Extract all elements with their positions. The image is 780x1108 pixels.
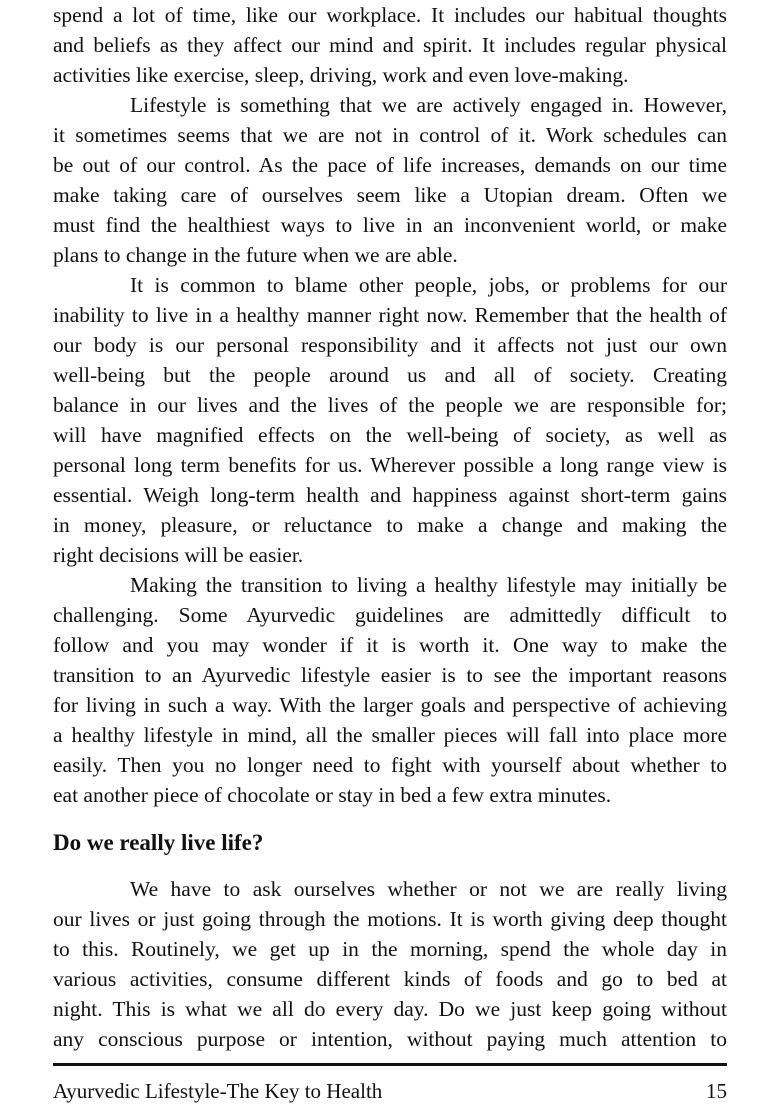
text-line: activities like exercise, sleep, driving, work and even love-making. <box>53 63 629 87</box>
footer-book-title: Ayurvedic Lifestyle-The Key to Health <box>53 1079 383 1103</box>
text-line: We have to ask ourselves whether or not we are really living <box>130 877 727 901</box>
text-line: right decisions will be easier. <box>53 543 304 567</box>
text-line: make taking care of ourselves seem like a Utopian dream. Often we <box>53 183 727 207</box>
text-line: challenging. Some Ayurvedic guidelines are admittedly difficult to <box>53 603 727 627</box>
text-line: our body is our personal responsibility and it affects not just our own <box>53 333 727 357</box>
text-line: Lifestyle is something that we are actively engaged in. However, <box>130 93 727 117</box>
text-line: well-being but the people around us and all of society. Creating <box>53 363 727 387</box>
text-line: essential. Weigh long-term health and happiness against short-term gains <box>53 483 727 507</box>
text-line: be out of our control. As the pace of life increases, demands on our time <box>53 153 727 177</box>
text-line: night. This is what we all do every day. Do we just keep going without <box>53 997 727 1021</box>
text-line: will have magnified effects on the well-being of society, as well as <box>53 423 727 447</box>
text-line: plans to change in the future when we are able. <box>53 243 458 267</box>
text-line: a healthy lifestyle in mind, all the smaller pieces will fall into place more <box>53 723 727 747</box>
text-line: various activities, consume different kinds of foods and go to bed at <box>53 967 727 991</box>
text-line: in money, pleasure, or reluctance to make a change and making the <box>53 513 727 537</box>
text-line: It is common to blame other people, jobs, or problems for our <box>130 273 727 297</box>
text-line: transition to an Ayurvedic lifestyle easier is to see the important reasons <box>53 663 727 687</box>
section-body-text <box>53 874 727 1054</box>
text-line: easily. Then you no longer need to fight with yourself about whether to <box>53 753 727 777</box>
text-line: to this. Routinely, we get up in the morning, spend the whole day in <box>53 937 727 961</box>
paragraph-1 <box>53 0 727 90</box>
text-line: eat another piece of chocolate or stay in bed a few extra minutes. <box>53 783 612 807</box>
text-line: any conscious purpose or intention, without paying much attention to <box>53 1027 727 1051</box>
text-line: must find the healthiest ways to live in an inconvenient world, or make <box>53 213 727 237</box>
text-line: balance in our lives and the lives of the people we are responsible for; <box>53 393 727 417</box>
text-line: it sometimes seems that we are not in control of it. Work schedules can <box>53 123 727 147</box>
paragraph-2 <box>53 90 727 270</box>
text-line: follow and you may wonder if it is worth it. One way to make the <box>53 633 727 657</box>
body-text <box>53 0 727 810</box>
paragraph-4 <box>53 570 727 810</box>
paragraph-3 <box>53 270 727 570</box>
text-line: our lives or just going through the motions. It is worth giving deep thought <box>53 907 727 931</box>
text-line: Making the transition to living a healthy lifestyle may initially be <box>130 573 727 597</box>
footer-rule <box>53 1063 727 1066</box>
paragraph-5 <box>53 874 727 1054</box>
text-line: for living in such a way. With the larger goals and perspective of achieving <box>53 693 727 717</box>
text-line: inability to live in a healthy manner right now. Remember that the health of <box>53 303 727 327</box>
section-heading: Do we really live life? <box>53 830 264 855</box>
text-line: and beliefs as they affect our mind and spirit. It includes regular physical <box>53 33 727 57</box>
text-line: spend a lot of time, like our workplace. It includes our habitual thoughts <box>53 3 727 27</box>
page-number: 15 <box>706 1079 727 1103</box>
text-line: personal long term benefits for us. Wherever possible a long range view is <box>53 453 727 477</box>
